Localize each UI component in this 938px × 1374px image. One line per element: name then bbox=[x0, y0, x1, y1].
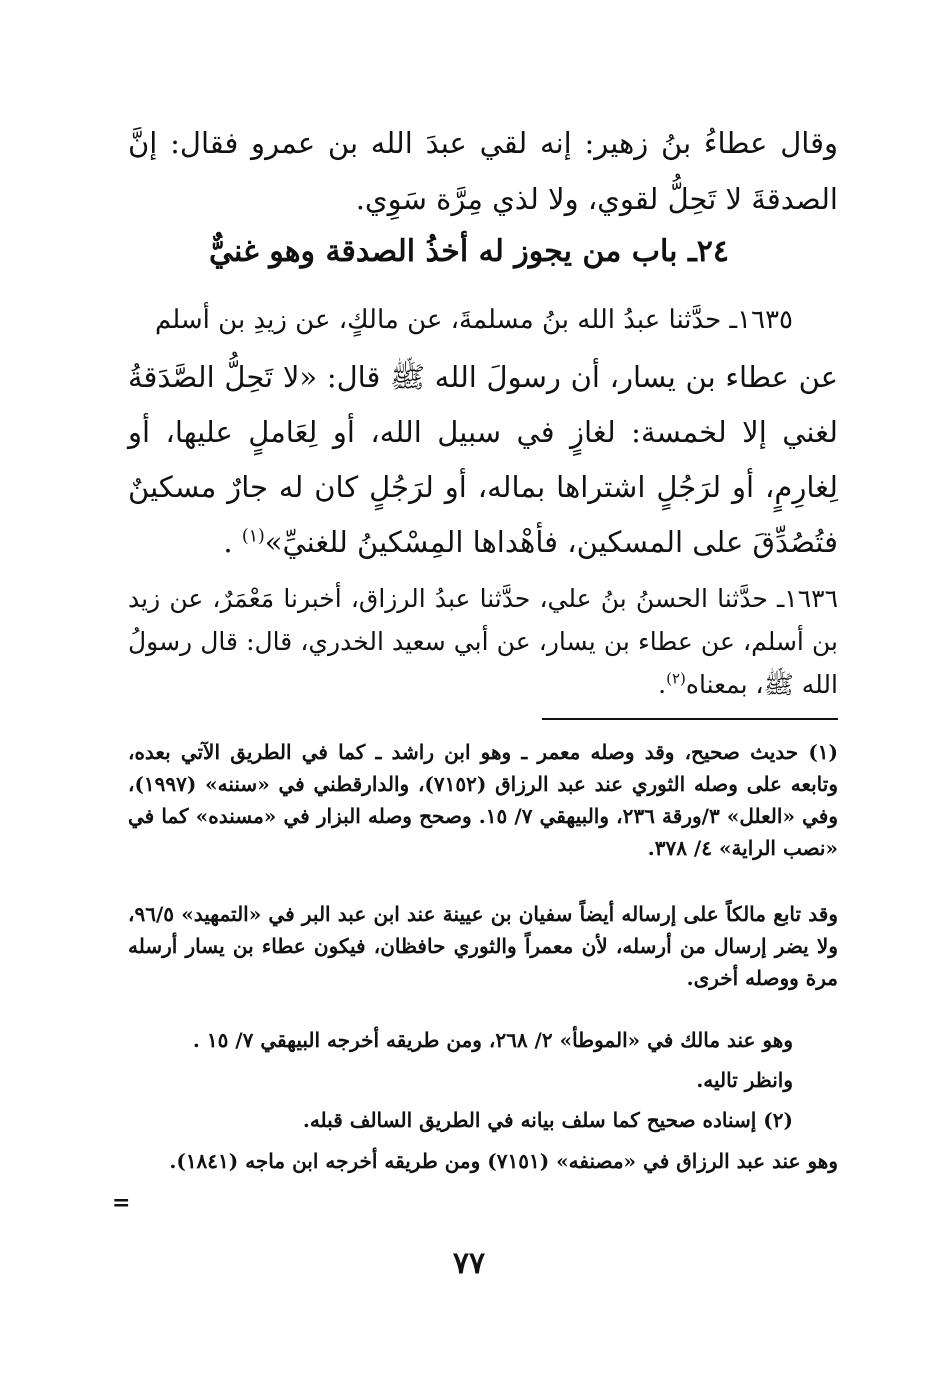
hadith-1635-isnad: ١٦٣٥ـ حدَّثنا عبدُ الله بنُ مسلمةَ، عن مالكٍ، عن زيدِ بن أسلم bbox=[154, 305, 793, 335]
continuation-mark: = bbox=[112, 1190, 131, 1216]
footnote-1-paragraph-2: وقد تابع مالكاً على إرساله أيضاً سفيان بن عيينة عند ابن عبد البر في «التمهيد» ٩٦/٥، ولا يضر إرسال من أرسله، لأن معمراً والثوري حافظان، فيكون عطاء بن يسار أرسله مرة ووصله أخرى. bbox=[128, 902, 838, 990]
footnote-1-paragraph-4: وانظر تاليه. bbox=[696, 1068, 793, 1092]
footnote-2-paragraph-1: (٢) إسناده صحيح كما سلف بيانه في الطريق السالف قبله. bbox=[302, 1108, 793, 1132]
intro-paragraph bbox=[128, 115, 838, 227]
hadith-1635-text bbox=[128, 350, 838, 570]
hadith-1636-body: ١٦٣٦ـ حدَّثنا الحسنُ بنُ علي، حدَّثنا عبدُ الرزاق، أخبرنا مَعْمَرٌ، عن زيد بن أسلم، عن عطاء بن يسار، عن أبي سعيد الخدري، قال: قال رسولُ الله ﷺ، بمعناه bbox=[128, 584, 838, 699]
hadith-1636-text bbox=[128, 577, 838, 706]
intro-text: وقال عطاءُ بنُ زهير: إنه لقي عبدَ الله بن عمرو فقال: إنَّ الصدقةَ لا تَحِلُّ لقوي، ولا لذي مِرَّة سَوِي. bbox=[128, 126, 838, 216]
footnote-ref-2: (٢) bbox=[666, 669, 686, 688]
footnote-1-paragraph-1: (١) حديث صحيح، وقد وصله معمر ـ وهو ابن راشد ـ كما في الطريق الآتي بعده، وتابعه على وصله الثوري عند عبد الرزاق (٧١٥٢)، والدارقطني في «سننه» (١٩٩٧)، وفي «العلل» ٣/ورقة ٢٣٦، والبيهقي ٧/ ١٥. وصحح وصله البزار في «مسنده» كما في «نصب الراية» ٤/ ٣٧٨. bbox=[128, 740, 838, 860]
hadith-1635-end: . bbox=[223, 525, 242, 559]
page-number: ٧٧ bbox=[452, 1246, 486, 1281]
footnote-divider bbox=[542, 718, 838, 720]
footnote-2-paragraph-2: وهو عند عبد الرزاق في «مصنفه» (٧١٥١) ومن طريقه أخرجه ابن ماجه (١٨٤١). bbox=[169, 1149, 838, 1173]
footnote-1-paragraph-3: وهو عند مالك في «الموطأ» ٢/ ٢٦٨، ومن طريقه أخرجه البيهقي ٧/ ١٥ . bbox=[192, 1028, 793, 1052]
chapter-title: ٢٤ـ باب من يجوز له أخذُ الصدقة وهو غنيٌّ bbox=[209, 234, 729, 269]
footnote-ref-1: (١) bbox=[241, 526, 265, 547]
hadith-1635-body: عن عطاء بن يسار، أن رسولَ الله ﷺ قال: «لا تَحِلُّ الصَّدَقةُ لغني إلا لخمسة: لغازٍ في سبيل الله، أو لِعَاملٍ عليها، أو لِغارِمٍ، أو لرَجُلٍ اشتراها بماله، أو لرَجُلٍ كان له جارٌ مسكينٌ فتُصُدِّقَ على المسكين، فأهْداها المِسْكينُ للغنيِّ» bbox=[128, 360, 838, 559]
hadith-1636-end: . bbox=[658, 670, 667, 699]
